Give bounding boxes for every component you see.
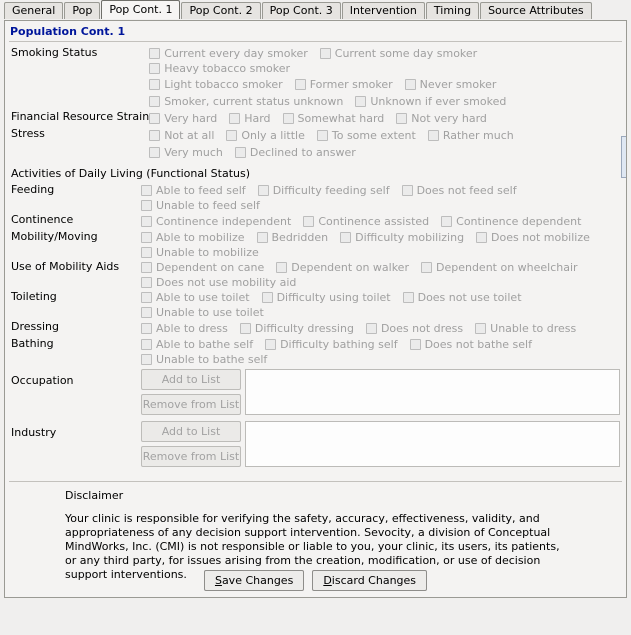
checkbox-option[interactable] [141, 337, 253, 352]
save-changes-button[interactable]: Save Changes [204, 570, 304, 591]
option-group-label: Continence [11, 213, 74, 226]
checkbox-label: Somewhat hard [297, 112, 385, 125]
checkbox-icon[interactable] [141, 185, 152, 196]
disclaimer-title: Disclaimer [65, 489, 124, 502]
list-buttons [141, 421, 241, 471]
add-to-list-button[interactable]: Add to List [141, 421, 241, 442]
checkbox-icon[interactable] [355, 96, 366, 107]
option-line [149, 76, 620, 93]
list-controls-table [11, 367, 620, 471]
checkbox-option[interactable] [320, 46, 477, 61]
checkbox-label: Rather much [442, 129, 514, 142]
checkbox-label: Smoker, current status unknown [164, 95, 344, 108]
checkbox-icon[interactable] [141, 277, 152, 288]
add-to-list-button[interactable]: Add to List [141, 369, 241, 390]
checkbox-option[interactable] [149, 111, 217, 126]
tab-pop-cont-2[interactable]: Pop Cont. 2 [181, 2, 260, 19]
option-group-row [11, 290, 620, 320]
checkbox-label: Never smoker [419, 78, 497, 91]
option-group-options [141, 213, 620, 230]
checkbox-label: Does not use toilet [417, 291, 522, 304]
checkbox-icon[interactable] [141, 247, 152, 258]
checkbox-label: Unable to feed self [156, 199, 260, 212]
checkbox-option[interactable] [402, 183, 517, 198]
option-group-options [141, 337, 620, 367]
tab-pop-cont-1[interactable]: Pop Cont. 1 [101, 0, 180, 19]
checkbox-label: Difficulty using toilet [276, 291, 391, 304]
checkbox-label: Very much [164, 146, 223, 159]
adl-groups-table [11, 183, 620, 367]
disclaimer-section [9, 481, 622, 582]
checkbox-option[interactable] [366, 321, 463, 336]
checkbox-icon[interactable] [149, 96, 160, 107]
checkbox-option[interactable] [403, 290, 522, 305]
checkbox-icon[interactable] [265, 339, 276, 350]
checkbox-option[interactable] [441, 214, 581, 229]
discard-changes-label: iscard Changes [331, 574, 417, 587]
checkbox-icon[interactable] [141, 262, 152, 273]
list-control-body [141, 367, 620, 419]
checkbox-option[interactable] [265, 337, 398, 352]
option-group-row [11, 337, 620, 367]
checkbox-icon[interactable] [141, 339, 152, 350]
checkbox-option[interactable] [303, 214, 429, 229]
checkbox-option[interactable] [141, 275, 296, 290]
checkbox-option[interactable] [141, 230, 245, 245]
checkbox-label: Difficulty mobilizing [355, 231, 465, 244]
checkbox-icon[interactable] [295, 79, 306, 90]
checkbox-option[interactable] [141, 352, 267, 367]
checkbox-option[interactable] [283, 111, 385, 126]
checkbox-option[interactable] [240, 321, 354, 336]
checkbox-icon[interactable] [149, 130, 160, 141]
checkbox-label: Able to bathe self [156, 338, 254, 351]
checkbox-icon[interactable] [421, 262, 432, 273]
checkbox-label: Bedridden [271, 231, 329, 244]
footer-buttons [5, 570, 626, 591]
checkbox-label: Continence dependent [456, 215, 582, 228]
checkbox-label: Difficulty feeding self [272, 184, 390, 197]
option-group-row [11, 320, 620, 337]
checkbox-option[interactable] [428, 128, 514, 143]
option-line [141, 230, 620, 260]
checkbox-option[interactable] [295, 77, 393, 92]
remove-from-list-button[interactable]: Remove from List [141, 394, 241, 415]
adl-groups-body [11, 183, 620, 367]
option-line [149, 144, 620, 161]
option-group-options [141, 230, 620, 260]
tab-general[interactable]: General [4, 2, 63, 19]
list-control-container [141, 421, 620, 471]
save-changes-label: ave Changes [221, 574, 294, 587]
tab-source-attributes[interactable]: Source Attributes [480, 2, 592, 19]
checkbox-label: Does not mobilize [491, 231, 590, 244]
checkbox-option[interactable] [258, 183, 390, 198]
tab-bar [0, 0, 631, 19]
checkbox-label: Very hard [164, 112, 218, 125]
option-group-options [141, 290, 620, 320]
checkbox-option[interactable] [149, 128, 214, 143]
option-line [149, 46, 620, 76]
checkbox-label: To some extent [331, 129, 416, 142]
checkbox-label: Able to mobilize [156, 231, 245, 244]
option-line [141, 213, 620, 230]
tab-pop-cont-3[interactable]: Pop Cont. 3 [262, 2, 341, 19]
list-box[interactable] [245, 421, 620, 467]
option-group-options [149, 46, 620, 110]
checkbox-icon[interactable] [141, 354, 152, 365]
option-group-row [11, 183, 620, 213]
checkbox-icon[interactable] [141, 292, 152, 303]
checkbox-option[interactable] [149, 145, 223, 160]
option-group-row [11, 230, 620, 260]
list-buttons [141, 369, 241, 419]
checkbox-icon[interactable] [258, 185, 269, 196]
checkbox-icon[interactable] [402, 185, 413, 196]
checkbox-icon[interactable] [141, 323, 152, 334]
checkbox-option[interactable] [141, 321, 228, 336]
checkbox-label: Light tobacco smoker [164, 78, 283, 91]
checkbox-label: Continence assisted [318, 215, 430, 228]
checkbox-icon[interactable] [276, 262, 287, 273]
option-group-label: Stress [11, 127, 45, 140]
checkbox-option[interactable] [396, 111, 487, 126]
list-control-label: Occupation [11, 374, 74, 387]
checkbox-icon[interactable] [240, 323, 251, 334]
checkbox-label: Dependent on walker [291, 261, 409, 274]
tab-pop[interactable]: Pop [64, 2, 100, 19]
checkbox-option[interactable] [257, 230, 329, 245]
checkbox-icon[interactable] [257, 232, 268, 243]
checkbox-icon[interactable] [366, 323, 377, 334]
option-group-options [149, 110, 620, 127]
checkbox-option[interactable] [235, 145, 356, 160]
checkbox-option[interactable] [141, 214, 291, 229]
checkbox-option[interactable] [226, 128, 305, 143]
option-group-label: Toileting [11, 290, 57, 303]
checkbox-option[interactable] [141, 198, 260, 213]
checkbox-option[interactable] [355, 94, 506, 109]
option-group-row [11, 127, 620, 161]
checkbox-icon[interactable] [340, 232, 351, 243]
checkbox-option[interactable] [141, 305, 264, 320]
tab-timing[interactable]: Timing [426, 2, 479, 19]
checkbox-label: Declined to answer [249, 146, 356, 159]
option-group-label: Use of Mobility Aids [11, 260, 120, 273]
checkbox-icon[interactable] [226, 130, 237, 141]
option-group-label: Dressing [11, 320, 59, 333]
option-group-options [141, 260, 620, 290]
checkbox-icon[interactable] [149, 48, 160, 59]
page-title: Population Cont. 1 [10, 25, 126, 38]
checkbox-label: Does not dress [380, 322, 464, 335]
discard-changes-button[interactable]: Discard Changes [312, 570, 427, 591]
option-group-row [11, 110, 620, 127]
checkbox-option[interactable] [476, 230, 590, 245]
checkbox-icon[interactable] [149, 147, 160, 158]
checkbox-icon[interactable] [405, 79, 416, 90]
checkbox-label: Not at all [164, 129, 215, 142]
list-box[interactable] [245, 369, 620, 415]
checkbox-label: Unable to mobilize [156, 246, 259, 259]
demographic-groups-body [11, 46, 620, 161]
option-group-label: Smoking Status [11, 46, 98, 59]
checkbox-icon[interactable] [149, 113, 160, 124]
demographic-groups-table [11, 46, 620, 161]
checkbox-icon[interactable] [475, 323, 486, 334]
checkbox-option[interactable] [149, 46, 308, 61]
checkbox-icon[interactable] [262, 292, 273, 303]
checkbox-option[interactable] [340, 230, 464, 245]
checkbox-label: Heavy tobacco smoker [164, 62, 291, 75]
checkbox-option[interactable] [475, 321, 576, 336]
checkbox-option[interactable] [149, 77, 282, 92]
checkbox-label: Dependent on wheelchair [435, 261, 578, 274]
checkbox-option[interactable] [149, 61, 290, 76]
option-group-label: Mobility/Moving [11, 230, 98, 243]
checkbox-label: Unable to bathe self [156, 353, 268, 366]
checkbox-option[interactable] [229, 111, 270, 126]
checkbox-icon[interactable] [403, 292, 414, 303]
checkbox-label: Able to dress [156, 322, 228, 335]
option-group-label: Bathing [11, 337, 54, 350]
checkbox-icon[interactable] [317, 130, 328, 141]
option-line [141, 183, 620, 213]
remove-from-list-button[interactable]: Remove from List [141, 446, 241, 467]
option-group-row [11, 213, 620, 230]
option-line [141, 260, 620, 290]
checkbox-label: Hard [244, 112, 271, 125]
list-control-row [11, 419, 620, 471]
checkbox-option[interactable] [276, 260, 409, 275]
checkbox-label: Continence independent [156, 215, 292, 228]
adl-section-heading: Activities of Daily Living (Functional Status) [11, 167, 251, 180]
checkbox-label: Current some day smoker [334, 47, 478, 60]
checkbox-icon[interactable] [303, 216, 314, 227]
checkbox-label: Difficulty dressing [254, 322, 354, 335]
checkbox-option[interactable] [317, 128, 416, 143]
checkbox-label: Unknown if ever smoked [370, 95, 507, 108]
checkbox-icon[interactable] [229, 113, 240, 124]
checkbox-label: Current every day smoker [164, 47, 308, 60]
checkbox-icon[interactable] [149, 79, 160, 90]
tab-intervention[interactable]: Intervention [342, 2, 425, 19]
option-group-label: Financial Resource Strain [11, 110, 150, 123]
checkbox-option[interactable] [141, 245, 259, 260]
checkbox-icon[interactable] [476, 232, 487, 243]
checkbox-option[interactable] [141, 183, 246, 198]
option-line [141, 320, 620, 337]
checkbox-icon[interactable] [141, 200, 152, 211]
checkbox-label: Former smoker [309, 78, 393, 91]
option-line [141, 337, 620, 367]
checkbox-option[interactable] [149, 94, 343, 109]
checkbox-icon[interactable] [410, 339, 421, 350]
list-controls-body [11, 367, 620, 471]
option-group-options [149, 127, 620, 161]
checkbox-label: Able to feed self [156, 184, 246, 197]
list-control-label: Industry [11, 426, 57, 439]
checkbox-option[interactable] [410, 337, 532, 352]
checkbox-option[interactable] [421, 260, 578, 275]
window-edge-handle [621, 136, 626, 178]
population-cont-1-panel [4, 20, 627, 598]
checkbox-icon[interactable] [141, 232, 152, 243]
checkbox-label: Able to use toilet [156, 291, 250, 304]
checkbox-label: Unable to use toilet [156, 306, 264, 319]
checkbox-icon[interactable] [283, 113, 294, 124]
checkbox-icon[interactable] [441, 216, 452, 227]
checkbox-option[interactable] [405, 77, 497, 92]
list-control-body [141, 419, 620, 471]
option-line [149, 110, 620, 127]
checkbox-icon[interactable] [141, 216, 152, 227]
list-control-container [141, 369, 620, 419]
option-group-label: Feeding [11, 183, 55, 196]
option-group-options [141, 183, 620, 213]
checkbox-icon[interactable] [141, 307, 152, 318]
checkbox-option[interactable] [141, 260, 264, 275]
checkbox-label: Only a little [241, 129, 305, 142]
checkbox-icon[interactable] [149, 63, 160, 74]
option-line [141, 290, 620, 320]
checkbox-icon[interactable] [320, 48, 331, 59]
checkbox-label: Difficulty bathing self [280, 338, 398, 351]
option-line [149, 93, 620, 110]
checkbox-label: Dependent on cane [156, 261, 265, 274]
list-control-row [11, 367, 620, 419]
checkbox-label: Does not use mobility aid [156, 276, 297, 289]
checkbox-icon[interactable] [396, 113, 407, 124]
checkbox-label: Does not feed self [416, 184, 517, 197]
option-group-options [141, 320, 620, 337]
checkbox-label: Not very hard [411, 112, 487, 125]
checkbox-label: Does not bathe self [424, 338, 532, 351]
option-group-row [11, 46, 620, 110]
checkbox-option[interactable] [262, 290, 391, 305]
checkbox-label: Unable to dress [490, 322, 577, 335]
checkbox-icon[interactable] [235, 147, 246, 158]
option-group-row [11, 260, 620, 290]
disclaimer-text: Your clinic is responsible for verifying the safety, accuracy, effectiveness, validity, and appropriateness of any decision support intervention. Sevocity, a division of Conceptual MindWorks, Inc. (CMI) is not responsible or liable to you, your clinic, its users, its patients, or any third party, for issues arising from the creation, modification, or use of decision support interventions. [65, 512, 560, 581]
checkbox-icon[interactable] [428, 130, 439, 141]
checkbox-option[interactable] [141, 290, 250, 305]
option-line [149, 127, 620, 144]
